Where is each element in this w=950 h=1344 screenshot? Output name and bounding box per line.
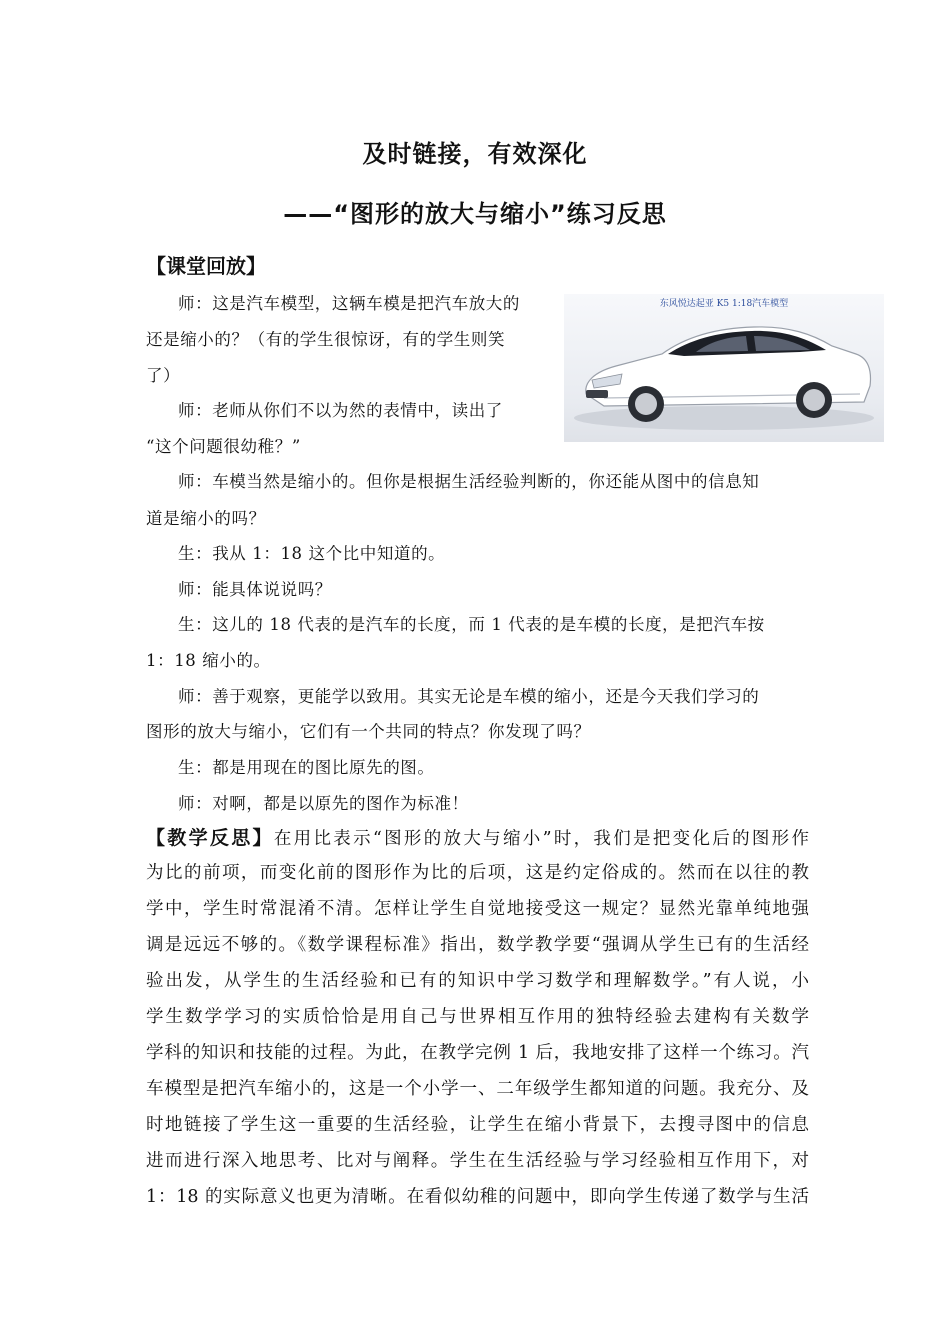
reflection-text: 在用比表示“图形的放大与缩小”时，我们是把变化后的图形作 (273, 829, 809, 849)
dialogue-line: 师：老师从你们不以为然的表情中，读出了 (178, 401, 503, 420)
dialogue-line: 师：对啊，都是以原先的图作为标准！ (178, 794, 469, 813)
reflection-line: 时地链接了学生这一重要的生活经验，让学生在缩小背景下，去搜寻图中的信息 (146, 1115, 809, 1135)
dialogue-line: 师：车模当然是缩小的。但你是根据生活经验判断的，你还能从图中的信息知 (178, 472, 760, 491)
section-heading-teaching-reflection: 【教学反思】 (146, 827, 274, 849)
section-heading-classroom-replay: 【课堂回放】 (146, 254, 266, 278)
reflection-line: 验出发，从学生的生活经验和已有的知识中学习数学和理解数学。”有人说，小 (146, 971, 809, 991)
page-subtitle: ——“图形的放大与缩小”练习反思 (283, 200, 667, 228)
reflection-line: 1：18 的实际意义也更为清晰。在看似幼稚的问题中，即向学生传递了数学与生活 (146, 1187, 809, 1207)
reflection-line: 学生数学学习的实质恰恰是用自己与世界相互作用的独特经验去建构有关数学 (146, 1007, 809, 1027)
reflection-line: 为比的前项，而变化前的图形作为比的后项，这是约定俗成的。然而在以往的教 (146, 863, 809, 883)
dialogue-line: 生：这儿的 18 代表的是汽车的长度，而 1 代表的是车模的长度，是把汽车按 (178, 615, 765, 634)
reflection-line: 学科的知识和技能的过程。为此，在教学完例 1 后，我地安排了这样一个练习。汽 (146, 1043, 809, 1063)
reflection-line: 车模型是把汽车缩小的，这是一个小学一、二年级学生都知道的问题。我充分、及 (146, 1079, 809, 1099)
reflection-line: 进而进行深入地思考、比对与阐释。学生在生活经验与学习经验相互作用下，对 (146, 1151, 809, 1171)
photo-caption: 东风悦达起亚 K5 1:18汽车模型 (659, 299, 789, 309)
dialogue-line: 1：18 缩小的。 (146, 651, 271, 670)
dialogue-line: 师：能具体说说吗？ (178, 580, 332, 599)
dialogue-line: 师：这是汽车模型，这辆车模是把汽车放大的 (178, 294, 520, 313)
reflection-line: 学中，学生时常混淆不清。怎样让学生自觉地接受这一规定？显然光靠单纯地强 (146, 899, 809, 919)
dialogue-line: 生：都是用现在的图比原先的图。 (178, 758, 435, 777)
dialogue-line: 了） (146, 366, 181, 385)
dialogue-line: 道是缩小的吗？ (146, 509, 266, 528)
page-title: 及时链接，有效深化 (362, 140, 588, 168)
reflection-line: 调是远远不够的。《数学课程标准》指出，数学教学要“强调从学生已有的生活经 (146, 935, 809, 955)
dialogue-line: 图形的放大与缩小，它们有一个共同的特点？你发现了吗？ (146, 722, 591, 741)
dialogue-line: 师：善于观察，更能学以致用。其实无论是车模的缩小，还是今天我们学习的 (178, 687, 760, 706)
dialogue-line: 还是缩小的？（有的学生很惊讶，有的学生则笑 (146, 330, 506, 349)
dialogue-line: “这个问题很幼稚？” (146, 437, 301, 456)
car-illustration (564, 294, 884, 442)
reflection-line-first (146, 823, 809, 850)
dialogue-line: 生：我从 1：18 这个比中知道的。 (178, 544, 446, 563)
car-model-photo (564, 294, 884, 442)
